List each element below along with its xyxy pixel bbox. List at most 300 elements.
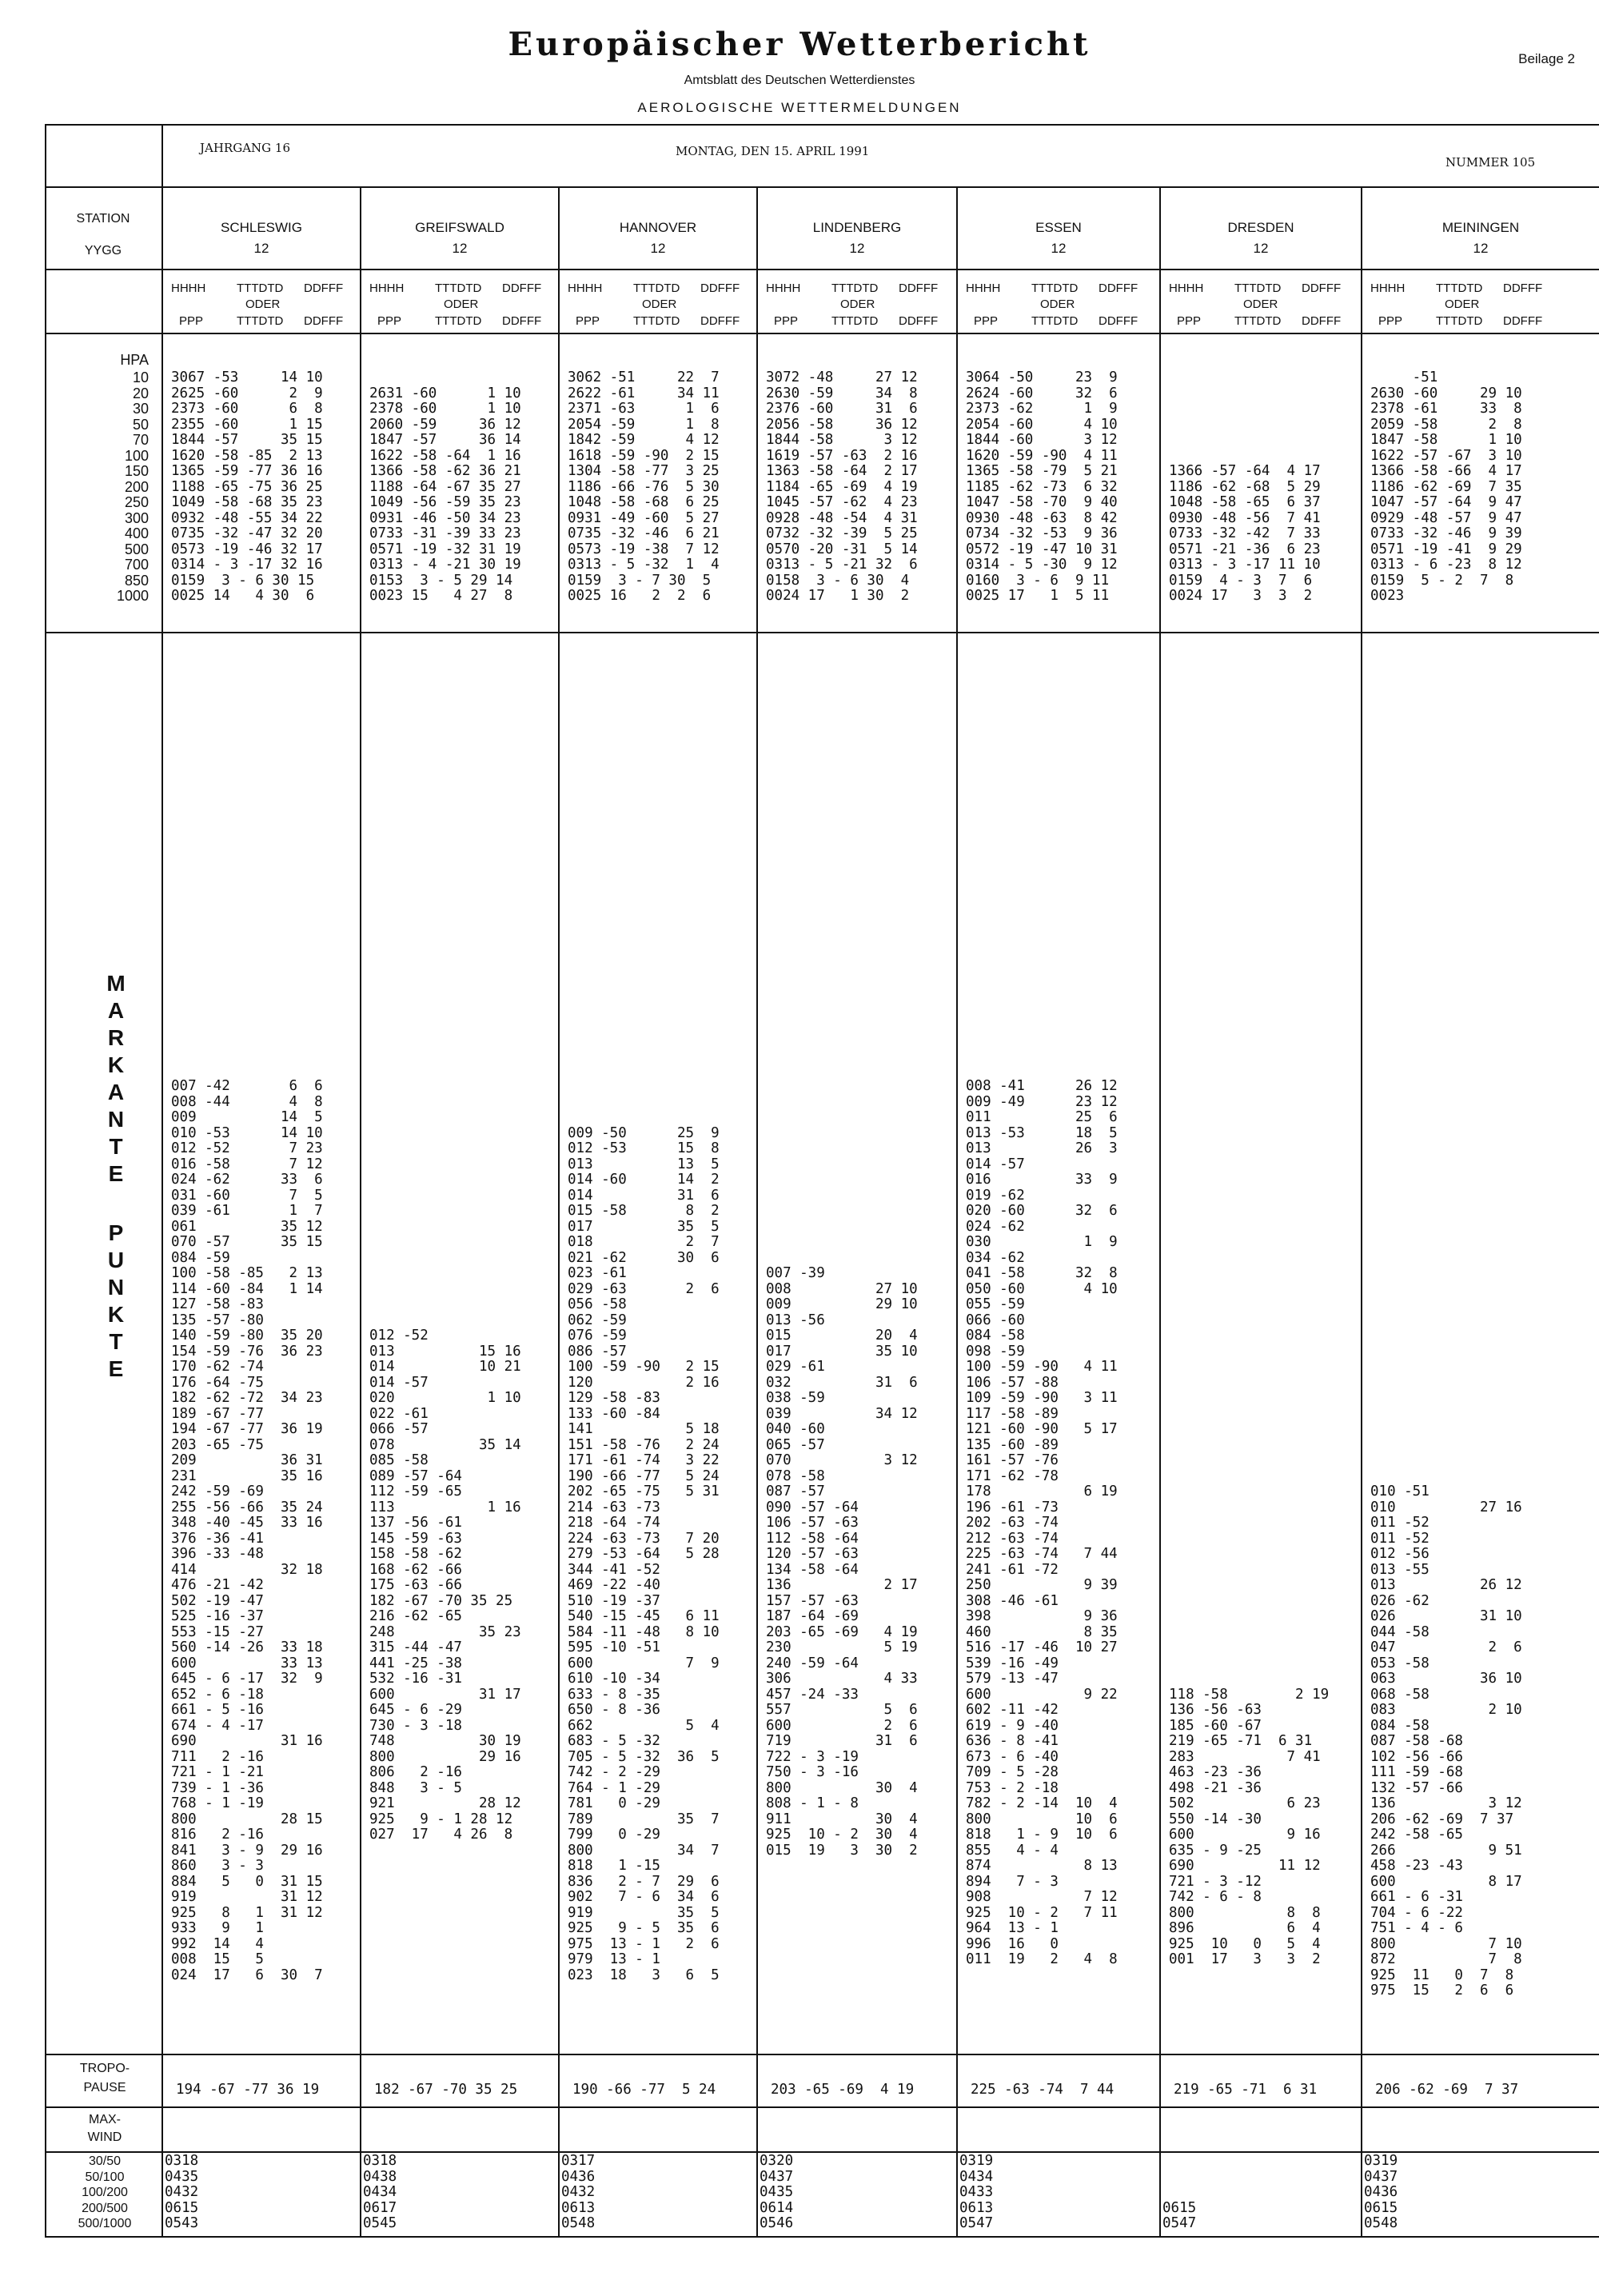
significant-point-row: 024 17 6 30 7	[171, 1967, 323, 1983]
col-header-ppp: PPP	[1177, 314, 1202, 328]
date-label: MONTAG, DEN 15. APRIL 1991	[676, 144, 870, 158]
standard-level-row: 0573 -19 -38 7 12	[568, 541, 720, 557]
significant-point-row: 690 11 12	[1169, 1858, 1321, 1874]
vertical-letter: E	[108, 1161, 124, 1186]
significant-point-row: 013 15 16	[369, 1343, 521, 1360]
maxwind-row: 0436	[1364, 2184, 1398, 2200]
significant-point-row: 216 -62 -65	[369, 1608, 462, 1624]
standard-level-row: 3067 -53 14 10	[171, 369, 323, 385]
significant-point-row: 175 -63 -66	[369, 1577, 462, 1593]
standard-level-row: 0024 17 3 3 2	[1169, 588, 1313, 604]
significant-point-row: 015 20 4	[766, 1328, 918, 1344]
col-header-tttdtd-2: TTTDTD	[1436, 314, 1483, 328]
vertical-letter: M	[106, 971, 126, 996]
maxwind-row: 0435	[165, 2168, 199, 2185]
standard-level-row: 1844 -57 35 15	[171, 432, 323, 448]
col-header-tttdtd: TTTDTD	[435, 282, 482, 295]
standard-level-row: 0159 4 - 3 7 6	[1169, 572, 1313, 589]
significant-point-row: 902 7 - 6 34 6	[568, 1889, 720, 1905]
standard-level-row: 2059 -58 2 8	[1370, 416, 1522, 433]
col-header-hhhh: HHHH	[568, 282, 603, 295]
significant-point-row: 013 -55	[1370, 1561, 1430, 1578]
standard-level-row: 1365 -58 -79 5 21	[966, 463, 1118, 479]
standard-level-row: 1847 -58 1 10	[1370, 432, 1522, 448]
significant-point-row: 056 -58	[568, 1296, 627, 1312]
significant-point-row: 225 -63 -74 7 44	[966, 1546, 1118, 1562]
significant-point-row: 398 9 36	[966, 1608, 1118, 1624]
vertical-letter: U	[107, 1248, 125, 1272]
col-header-ddfff: DDFFF	[502, 282, 542, 295]
standard-level-row: -51	[1370, 369, 1438, 385]
maxwind-row: 0615	[165, 2199, 199, 2216]
significant-point-row: 722 - 3 -19	[766, 1748, 859, 1765]
pressure-level-label: 70	[132, 432, 149, 448]
tropopause-border	[45, 2106, 1599, 2108]
tropopause-label-1: TROPO-	[79, 2062, 130, 2075]
standard-level-row: 3062 -51 22 7	[568, 369, 720, 385]
significant-point-row: 009 14 5	[171, 1109, 323, 1125]
table-bottom-border	[45, 2236, 1599, 2238]
significant-point-row: 008 15 5	[171, 1951, 264, 1967]
station-name: HANNOVER	[619, 220, 697, 235]
significant-point-row: 203 -65 -75	[171, 1436, 264, 1453]
markante-border	[45, 2054, 1599, 2055]
significant-point-row: 157 -57 -63	[766, 1592, 859, 1609]
supplement-label: Beilage 2	[1518, 51, 1575, 66]
significant-point-row: 120 2 16	[568, 1374, 720, 1391]
significant-point-row: 106 -57 -63	[766, 1515, 859, 1531]
significant-point-row: 463 -23 -36	[1169, 1764, 1262, 1780]
significant-point-row: 781 0 -29	[568, 1795, 660, 1811]
significant-point-row: 652 - 6 -18	[171, 1686, 264, 1703]
significant-point-row: 925 9 - 5 35 6	[568, 1920, 720, 1936]
significant-point-row: 748 30 19	[369, 1733, 521, 1749]
maxwind-row: 0548	[1364, 2215, 1398, 2231]
maxwind-row: 0433	[959, 2184, 994, 2200]
col-header-tttdtd: TTTDTD	[1234, 282, 1282, 295]
col-header-ddfff: DDFFF	[1302, 282, 1342, 295]
pressure-level-label: 200	[124, 478, 149, 495]
maxwind-row: 0546	[760, 2215, 794, 2231]
standard-level-row: 0929 -48 -57 9 47	[1370, 509, 1522, 526]
significant-point-row: 742 - 2 -29	[568, 1764, 660, 1780]
significant-point-row: 203 -65 -69 4 19	[766, 1623, 918, 1640]
significant-point-row: 872 7 8	[1370, 1951, 1522, 1967]
maxwind-level-label: 100/200	[82, 2186, 128, 2199]
standard-level-row: 0313 - 3 -17 11 10	[1169, 557, 1321, 573]
significant-point-row: 021 -62 30 6	[568, 1249, 720, 1266]
significant-point-row: 441 -25 -38	[369, 1655, 462, 1671]
standard-level-row: 0571 -21 -36 6 23	[1169, 541, 1321, 557]
col-header-tttdtd-2: TTTDTD	[1234, 314, 1282, 328]
significant-point-row: 009 29 10	[766, 1296, 918, 1312]
significant-point-row: 100 -59 -90 4 11	[966, 1359, 1118, 1375]
significant-point-row: 012 -52 7 23	[171, 1140, 323, 1156]
standard-level-row: 2630 -59 34 8	[766, 385, 918, 401]
significant-point-row: 039 34 12	[766, 1405, 918, 1422]
standard-level-row: 1622 -57 -67 3 10	[1370, 447, 1522, 464]
standard-level-row: 3064 -50 23 9	[966, 369, 1118, 385]
standard-level-row: 0932 -48 -55 34 22	[171, 509, 323, 526]
significant-point-row: 600 9 22	[966, 1686, 1118, 1703]
significant-point-row: 661 - 6 -31	[1370, 1889, 1463, 1905]
significant-point-row: 011 -52	[1370, 1530, 1430, 1547]
significant-point-row: 001 17 3 3 2	[1169, 1951, 1321, 1967]
significant-point-row: 884 5 0 31 15	[171, 1873, 323, 1890]
significant-point-row: 925 8 1 31 12	[171, 1904, 323, 1921]
standard-level-row: 0735 -32 -47 32 20	[171, 525, 323, 541]
station-time: 12	[1473, 241, 1489, 256]
significant-point-row: 553 -15 -27	[171, 1623, 264, 1640]
significant-point-row: 089 -57 -64	[369, 1467, 462, 1484]
significant-point-row: 964 13 - 1	[966, 1920, 1059, 1936]
significant-point-row: 230 5 19	[766, 1639, 918, 1655]
significant-point-row: 014 -60 14 2	[568, 1172, 720, 1188]
significant-point-row: 106 -57 -88	[966, 1374, 1059, 1391]
significant-point-row: 151 -58 -76 2 24	[568, 1436, 720, 1453]
standard-level-row: 0159 3 - 6 30 15	[171, 572, 315, 589]
significant-point-row: 911 30 4	[766, 1811, 918, 1827]
significant-point-row: 120 -57 -63	[766, 1546, 859, 1562]
significant-point-row: 202 -63 -74	[966, 1515, 1059, 1531]
significant-point-row: 721 - 1 -21	[171, 1764, 264, 1780]
pressure-level-label: 10	[132, 369, 149, 385]
significant-point-row: 020 1 10	[369, 1390, 521, 1406]
significant-point-row: 010 -53 14 10	[171, 1124, 323, 1141]
col-header-ppp: PPP	[377, 314, 402, 328]
significant-point-row: 084 -58	[1370, 1717, 1430, 1734]
significant-point-row: 202 -65 -75 5 31	[568, 1483, 720, 1499]
significant-point-row: 102 -56 -66	[1370, 1748, 1463, 1765]
significant-point-row: 127 -58 -83	[171, 1296, 264, 1312]
significant-point-row: 242 -59 -69	[171, 1483, 264, 1499]
significant-point-row: 711 2 -16	[171, 1748, 264, 1765]
significant-point-row: 024 -62 33 6	[171, 1172, 323, 1188]
maxwind-level-label: 500/1000	[78, 2217, 132, 2230]
vertical-letter: A	[107, 998, 125, 1023]
significant-point-row: 084 -58	[966, 1328, 1025, 1344]
significant-point-row: 662 5 4	[568, 1717, 720, 1734]
vertical-letter: P	[108, 1220, 124, 1245]
significant-point-row: 224 -63 -73 7 20	[568, 1530, 720, 1547]
significant-point-row: 396 -33 -48	[171, 1546, 264, 1562]
significant-point-row: 768 - 1 -19	[171, 1795, 264, 1811]
standard-level-row: 0733 -32 -42 7 33	[1169, 525, 1321, 541]
significant-point-row: 087 -57	[766, 1483, 825, 1499]
maxwind-row: 0320	[760, 2153, 794, 2169]
significant-point-row: 015 19 3 30 2	[766, 1842, 918, 1859]
tropopause-row: 190 -66 -77 5 24	[572, 2082, 716, 2098]
col-header-ddfff: DDFFF	[1503, 282, 1543, 295]
significant-point-row: 636 - 8 -41	[966, 1733, 1059, 1749]
significant-point-row: 925 10 - 2 30 4	[766, 1827, 918, 1843]
significant-point-row: 719 31 6	[766, 1733, 918, 1749]
significant-point-row: 476 -21 -42	[171, 1577, 264, 1593]
standard-level-row: 0313 - 5 -21 32 6	[766, 557, 918, 573]
standard-level-row: 1618 -59 -90 2 15	[568, 447, 720, 464]
standard-level-row: 0159 3 - 7 30 5	[568, 572, 712, 589]
significant-point-row: 836 2 - 7 29 6	[568, 1873, 720, 1890]
significant-point-row: 600 2 6	[766, 1717, 918, 1734]
col-header-oder: ODER	[1243, 297, 1278, 311]
maxwind-row: 0319	[959, 2153, 994, 2169]
significant-point-row: 027 17 4 26 8	[369, 1827, 513, 1843]
hpa-label: HPA	[120, 352, 149, 368]
significant-point-row: 709 - 5 -28	[966, 1764, 1059, 1780]
significant-point-row: 460 8 35	[966, 1623, 1118, 1640]
col-header-ddfff-2: DDFFF	[502, 314, 542, 328]
significant-point-row: 306 4 33	[766, 1671, 918, 1687]
standard-level-row: 0160 3 - 6 9 11	[966, 572, 1110, 589]
significant-point-row: 039 -61 1 7	[171, 1203, 323, 1219]
significant-point-row: 266 9 51	[1370, 1842, 1522, 1859]
significant-point-row: 015 -58 8 2	[568, 1203, 720, 1219]
maxwind-row: 0319	[1364, 2153, 1398, 2169]
significant-point-row: 214 -63 -73	[568, 1499, 660, 1515]
col-header-oder: ODER	[1040, 297, 1075, 311]
maxwind-row: 0435	[760, 2184, 794, 2200]
standard-level-row: 2355 -60 1 15	[171, 416, 323, 433]
maxwind-row: 0543	[165, 2215, 199, 2231]
significant-point-row: 992 14 4	[171, 1935, 264, 1952]
significant-point-row: 248 35 23	[369, 1623, 521, 1640]
significant-point-row: 178 6 19	[966, 1483, 1118, 1499]
significant-point-row: 800 7 10	[1370, 1935, 1522, 1952]
significant-point-row: 190 -66 -77 5 24	[568, 1467, 720, 1484]
standard-level-row: 1188 -65 -75 36 25	[171, 478, 323, 495]
significant-point-row: 019 -62	[966, 1187, 1025, 1204]
col-header-tttdtd-2: TTTDTD	[831, 314, 879, 328]
significant-point-row: 023 18 3 6 5	[568, 1967, 720, 1983]
standard-level-row: 1186 -62 -68 5 29	[1169, 478, 1321, 495]
pressure-level-label: 500	[124, 541, 149, 557]
standard-level-row: 0931 -49 -60 5 27	[568, 509, 720, 526]
significant-point-row: 800 34 7	[568, 1842, 720, 1859]
significant-point-row: 141 5 18	[568, 1421, 720, 1437]
standard-level-row: 0025 14 4 30 6	[171, 588, 315, 604]
standard-level-row: 1842 -59 4 12	[568, 432, 720, 448]
significant-point-row: 414 32 18	[171, 1561, 323, 1578]
standard-level-row: 0931 -46 -50 34 23	[369, 509, 521, 526]
col-header-tttdtd: TTTDTD	[831, 282, 879, 295]
significant-point-row: 557 5 6	[766, 1702, 918, 1718]
maxwind-level-label: 30/50	[88, 2154, 122, 2168]
significant-point-row: 975 13 - 1 2 6	[568, 1935, 720, 1952]
col-header-ddfff: DDFFF	[899, 282, 939, 295]
col-header-ddfff-2: DDFFF	[1503, 314, 1543, 328]
maxwind-row: 0432	[165, 2184, 199, 2200]
significant-point-row: 818 1 - 9 10 6	[966, 1827, 1118, 1843]
vertical-letter: N	[107, 1275, 125, 1300]
significant-point-row: 250 9 39	[966, 1577, 1118, 1593]
standard-level-row: 0024 17 1 30 2	[766, 588, 910, 604]
significant-point-row: 516 -17 -46 10 27	[966, 1639, 1118, 1655]
significant-point-row: 030 1 9	[966, 1234, 1118, 1250]
significant-point-row: 070 3 12	[766, 1452, 918, 1468]
col-header-tttdtd: TTTDTD	[237, 282, 284, 295]
col-header-ddfff-2: DDFFF	[1099, 314, 1138, 328]
col-header-ppp: PPP	[1378, 314, 1403, 328]
maxwind-row: 0548	[561, 2215, 596, 2231]
standard-level-row: 2371 -63 1 6	[568, 401, 720, 417]
station-name: LINDENBERG	[812, 220, 902, 235]
significant-point-row: 011 -52	[1370, 1515, 1430, 1531]
significant-point-row: 029 -63 2 6	[568, 1280, 720, 1297]
station-time: 12	[1051, 241, 1067, 256]
significant-point-row: 068 -58	[1370, 1686, 1430, 1703]
standard-level-row: 1186 -62 -69 7 35	[1370, 478, 1522, 495]
significant-point-row: 170 -62 -74	[171, 1359, 264, 1375]
significant-point-row: 182 -62 -72 34 23	[171, 1390, 323, 1406]
significant-point-row: 979 13 - 1	[568, 1951, 660, 1967]
significant-point-row: 140 -59 -80 35 20	[171, 1328, 323, 1344]
significant-point-row: 013 26 3	[966, 1140, 1118, 1156]
station-time: 12	[1253, 241, 1269, 256]
tropopause-row: 225 -63 -74 7 44	[971, 2082, 1115, 2098]
station-time: 12	[849, 241, 865, 256]
standard-level-row: 1188 -64 -67 35 27	[369, 478, 521, 495]
standard-level-row: 0570 -20 -31 5 14	[766, 541, 918, 557]
significant-point-row: 705 - 5 -32 36 5	[568, 1748, 720, 1765]
significant-point-row: 925 10 - 2 7 11	[966, 1904, 1118, 1921]
significant-point-row: 600 8 17	[1370, 1873, 1522, 1890]
significant-point-row: 619 - 9 -40	[966, 1717, 1059, 1734]
significant-point-row: 083 2 10	[1370, 1702, 1522, 1718]
significant-point-row: 010 27 16	[1370, 1499, 1522, 1515]
col-header-hhhh: HHHH	[1169, 282, 1204, 295]
standard-level-row: 1366 -58 -62 36 21	[369, 463, 521, 479]
significant-point-row: 118 -58 2 19	[1169, 1686, 1330, 1703]
maxwind-row: 0432	[561, 2184, 596, 2200]
standard-level-row: 1847 -57 36 14	[369, 432, 521, 448]
significant-point-row: 673 - 6 -40	[966, 1748, 1059, 1765]
col-header-hhhh: HHHH	[1370, 282, 1406, 295]
col-header-hhhh: HHHH	[171, 282, 206, 295]
significant-point-row: 925 9 - 1 28 12	[369, 1811, 513, 1827]
significant-point-row: 212 -63 -74	[966, 1530, 1059, 1547]
significant-point-row: 721 - 3 -12	[1169, 1873, 1262, 1890]
significant-point-row: 751 - 4 - 6	[1370, 1920, 1463, 1936]
pressure-level-label: 100	[124, 447, 149, 464]
maxwind-row: 0318	[363, 2153, 397, 2169]
significant-point-row: 206 -62 -69 7 37	[1370, 1811, 1514, 1827]
tropopause-row: 203 -65 -69 4 19	[771, 2082, 915, 2098]
significant-point-row: 012 -53 15 8	[568, 1140, 720, 1156]
standard-level-row: 0928 -48 -54 4 31	[766, 509, 918, 526]
significant-point-row: 114 -60 -84 1 14	[171, 1280, 323, 1297]
standard-level-row: 1048 -58 -65 6 37	[1169, 494, 1321, 510]
standard-level-row: 0313 - 6 -23 8 12	[1370, 557, 1522, 573]
standard-level-row: 0573 -19 -46 32 17	[171, 541, 323, 557]
pressure-level-label: 150	[124, 463, 149, 479]
significant-point-row: 098 -59	[966, 1343, 1025, 1360]
significant-point-row: 014 10 21	[369, 1359, 521, 1375]
pressure-level-label: 20	[132, 385, 149, 401]
significant-point-row: 011 19 2 4 8	[966, 1951, 1118, 1967]
significant-point-row: 635 - 9 -25	[1169, 1842, 1262, 1859]
station-time: 12	[253, 241, 269, 256]
significant-point-row: 502 6 23	[1169, 1795, 1321, 1811]
significant-point-row: 602 -11 -42	[966, 1702, 1059, 1718]
significant-point-row: 855 4 - 4	[966, 1842, 1059, 1859]
standard-level-row: 1844 -58 3 12	[766, 432, 918, 448]
significant-point-row: 024 -62	[966, 1218, 1025, 1235]
tropopause-row: 219 -65 -71 6 31	[1174, 2082, 1318, 2098]
significant-point-row: 011 25 6	[966, 1109, 1118, 1125]
significant-point-row: 135 -60 -89	[966, 1436, 1059, 1453]
pressure-level-label: 50	[132, 416, 149, 433]
significant-point-row: 919 31 12	[171, 1889, 323, 1905]
significant-point-row: 457 -24 -33	[766, 1686, 859, 1703]
significant-point-row: 136 3 12	[1370, 1795, 1522, 1811]
standard-level-row: 2625 -60 2 9	[171, 385, 323, 401]
standard-levels-border	[45, 632, 1599, 633]
significant-point-row: 683 - 5 -32	[568, 1733, 660, 1749]
standard-level-row: 1184 -65 -69 4 19	[766, 478, 918, 495]
pressure-level-label: 30	[132, 401, 149, 417]
pressure-level-label: 250	[124, 494, 149, 510]
col-header-tttdtd: TTTDTD	[633, 282, 680, 295]
col-header-oder: ODER	[840, 297, 875, 311]
significant-point-row: 026 -62	[1370, 1592, 1430, 1609]
significant-point-row: 044 -58	[1370, 1623, 1430, 1640]
page-title: Europäischer Wetterbericht	[508, 26, 1091, 63]
significant-point-row: 241 -61 -72	[966, 1561, 1059, 1578]
pressure-level-label: 1000	[116, 588, 149, 604]
vertical-letter: R	[107, 1025, 125, 1050]
significant-point-row: 894 7 - 3	[966, 1873, 1059, 1890]
col-header-tttdtd-2: TTTDTD	[633, 314, 680, 328]
standard-level-row: 0314 - 3 -17 32 16	[171, 557, 323, 573]
significant-point-row: 816 2 -16	[171, 1827, 264, 1843]
maxwind-row: 0617	[363, 2199, 397, 2216]
significant-point-row: 176 -64 -75	[171, 1374, 264, 1391]
vertical-letter: A	[107, 1080, 125, 1104]
standard-level-row: 0023	[1370, 588, 1405, 604]
col-divider-6	[1361, 186, 1362, 2236]
standard-level-row: 2378 -61 33 8	[1370, 401, 1522, 417]
significant-point-row: 017 35 5	[568, 1218, 720, 1235]
significant-point-row: 026 31 10	[1370, 1608, 1522, 1624]
significant-point-row: 579 -13 -47	[966, 1671, 1059, 1687]
vertical-letter: T	[109, 1329, 123, 1354]
vertical-letter: N	[107, 1107, 125, 1132]
standard-level-row: 1047 -58 -70 9 40	[966, 494, 1118, 510]
significant-point-row: 066 -57	[369, 1421, 429, 1437]
pressure-level-label: 400	[124, 525, 149, 541]
significant-point-row: 742 - 6 - 8	[1169, 1889, 1262, 1905]
significant-point-row: 279 -53 -64 5 28	[568, 1546, 720, 1562]
significant-point-row: 041 -58 32 8	[966, 1265, 1118, 1281]
standard-level-row: 0732 -32 -39 5 25	[766, 525, 918, 541]
significant-point-row: 007 -39	[766, 1265, 825, 1281]
significant-point-row: 789 35 7	[568, 1811, 720, 1827]
significant-point-row: 674 - 4 -17	[171, 1717, 264, 1734]
table-top-border	[45, 124, 1599, 126]
significant-point-row: 050 -60 4 10	[966, 1280, 1118, 1297]
significant-point-row: 117 -58 -89	[966, 1405, 1059, 1422]
colhead-row-border	[45, 333, 1599, 334]
station-name: MEININGEN	[1441, 220, 1520, 235]
significant-point-row: 136 2 17	[766, 1577, 918, 1593]
standard-level-row: 0930 -48 -56 7 41	[1169, 509, 1321, 526]
col-header-tttdtd-2: TTTDTD	[1031, 314, 1079, 328]
significant-point-row: 154 -59 -76 36 23	[171, 1343, 323, 1360]
significant-point-row: 502 -19 -47	[171, 1592, 264, 1609]
pressure-level-label: 700	[124, 557, 149, 573]
significant-point-row: 933 9 1	[171, 1920, 264, 1936]
standard-level-row: 2056 -58 36 12	[766, 416, 918, 433]
